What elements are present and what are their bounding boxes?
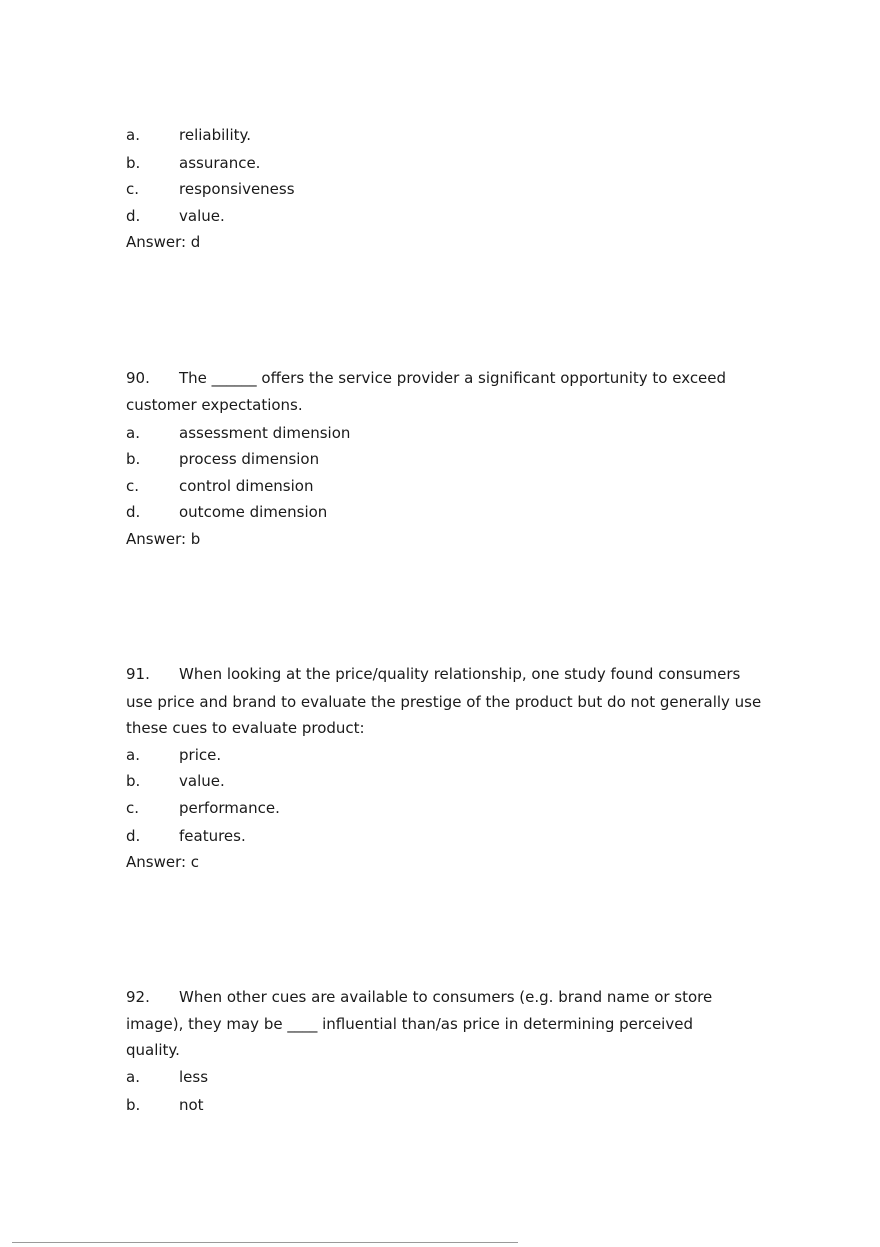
question-text-continued: quality. [126, 1041, 180, 1059]
option-b [126, 772, 225, 790]
option-a [126, 746, 221, 764]
option-letter: b. [126, 772, 141, 790]
option-letter: d. [126, 207, 141, 225]
option-d [126, 827, 246, 845]
option-letter: a. [126, 1068, 140, 1086]
option-text: not [179, 1096, 204, 1114]
option-d [126, 503, 327, 521]
question-number: 91. [126, 665, 150, 683]
answer-89: Answer: d [126, 233, 201, 251]
question-text-continued: image), they may be ____ influential than/as price in determining perceived [126, 1015, 693, 1033]
option-letter: b. [126, 154, 141, 172]
answer-90: Answer: b [126, 530, 201, 548]
option-text: responsiveness [179, 180, 295, 198]
option-text: price. [179, 746, 222, 764]
option-c [126, 799, 280, 817]
option-a [126, 1068, 208, 1086]
question-text-continued: customer expectations. [126, 396, 303, 414]
option-a [126, 126, 251, 144]
answer-91: Answer: c [126, 853, 200, 871]
question-91 [126, 665, 740, 683]
option-letter: c. [126, 477, 140, 495]
question-number: 92. [126, 988, 150, 1006]
question-text: When looking at the price/quality relationship, one study found consumers [179, 665, 741, 683]
question-text: The ______ offers the service provider a significant opportunity to exceed [179, 369, 727, 387]
option-letter: d. [126, 827, 141, 845]
question-90 [126, 369, 726, 387]
option-b [126, 1096, 204, 1114]
option-c [126, 180, 295, 198]
option-text: features. [179, 827, 246, 845]
option-d [126, 207, 225, 225]
option-text: value. [179, 772, 225, 790]
option-letter: a. [126, 746, 140, 764]
question-text-continued: use price and brand to evaluate the prestige of the product but do not generally use [126, 693, 762, 711]
option-c [126, 477, 313, 495]
option-text: assessment dimension [179, 424, 351, 442]
option-text: less [179, 1068, 209, 1086]
option-b [126, 154, 260, 172]
option-letter: c. [126, 180, 140, 198]
option-text: value. [179, 207, 225, 225]
option-text: control dimension [179, 477, 314, 495]
option-text: outcome dimension [179, 503, 328, 521]
option-b [126, 450, 319, 468]
question-92 [126, 988, 712, 1006]
option-text: reliability. [179, 126, 252, 144]
option-letter: b. [126, 450, 141, 468]
question-number: 90. [126, 369, 150, 387]
option-text: process dimension [179, 450, 320, 468]
question-text-continued: these cues to evaluate product: [126, 719, 365, 737]
option-text: performance. [179, 799, 280, 817]
question-text: When other cues are available to consumers (e.g. brand name or store [179, 988, 713, 1006]
option-text: assurance. [179, 154, 261, 172]
option-a [126, 424, 350, 442]
option-letter: a. [126, 126, 140, 144]
footer-divider [12, 1242, 518, 1243]
option-letter: d. [126, 503, 141, 521]
option-letter: c. [126, 799, 140, 817]
option-letter: a. [126, 424, 140, 442]
option-letter: b. [126, 1096, 141, 1114]
